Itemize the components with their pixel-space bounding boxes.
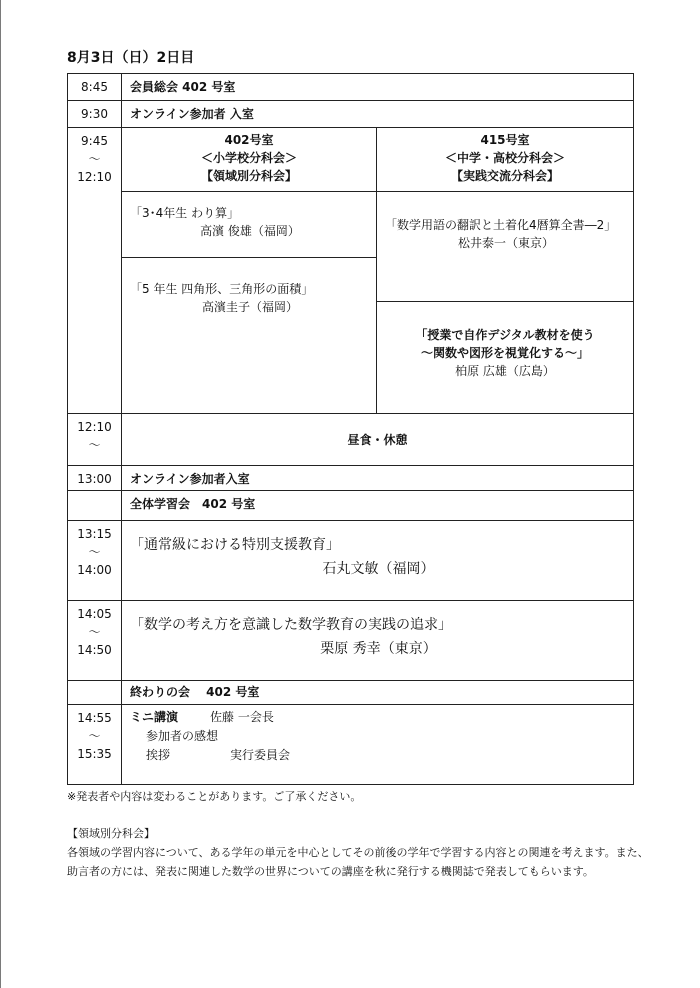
time-start: 9:45 xyxy=(81,134,108,148)
lecture-title: 「通常級における特別支援教育」 xyxy=(130,537,340,553)
talk-title: 「3･4年生 わり算」 xyxy=(130,206,240,220)
talk-title-cont: ～関数や図形を視覚化する～」 xyxy=(420,346,589,360)
type-label: 【領域別分科会】 xyxy=(200,169,297,183)
lunch-text: 昼食・休憩 xyxy=(122,414,634,466)
group-label: ＜小学校分科会＞ xyxy=(200,151,297,165)
empty-time-cell xyxy=(68,681,122,705)
time-start: 13:15 xyxy=(77,527,112,541)
tilde: ～ xyxy=(88,625,101,639)
tilde: ～ xyxy=(88,152,101,166)
room-label: 415号室 xyxy=(480,133,530,147)
page-left-edge xyxy=(0,0,1,988)
lecture-cell xyxy=(122,601,634,681)
lecture-title: 「数学の考え方を意識した数学教育の実践の追求」 xyxy=(130,617,452,633)
type-label: 【実践交流分科会】 xyxy=(450,169,559,183)
lecture-speaker: 栗原 秀幸（東京） xyxy=(320,641,437,657)
row-online-entry-2 xyxy=(68,466,634,491)
talk-title: 「授業で自作デジタル教材を使う xyxy=(415,328,595,342)
secondary-session-header xyxy=(377,128,634,192)
section-body: 各領域の学習内容について、ある学年の単元を中心としてその前後の学年で学習する内容との関連を考えます。また、助言者の方には、発表に関連した数学の世界についての講座を秋に発行する機関誌で発表してもらいます。 xyxy=(67,846,649,878)
talk-speaker: 松井泰一（東京） xyxy=(457,236,554,250)
elementary-session-header xyxy=(122,128,377,192)
mini-lecture-label: ミニ講演 xyxy=(130,710,179,724)
online-entry-text: オンライン参加者入室 xyxy=(122,466,634,491)
row-lunch xyxy=(68,414,634,466)
online-entry-text: オンライン参加者 入室 xyxy=(122,101,634,128)
time-start: 14:55 xyxy=(77,711,112,725)
talk-cell xyxy=(377,302,634,414)
talk-cell xyxy=(377,192,634,302)
talk-speaker: 高濱 俊雄（福岡） xyxy=(200,224,300,238)
impressions-line: 参加者の感想 xyxy=(146,729,219,743)
row-plenary-header xyxy=(68,491,634,521)
general-meeting-text: 会員総会 402 号室 xyxy=(122,74,634,101)
time-end: 14:00 xyxy=(77,563,112,577)
talk-speaker: 高濱圭子（福岡） xyxy=(201,300,298,314)
tilde: ～ xyxy=(88,545,101,559)
time-cell: 9:30 xyxy=(68,101,122,128)
session-time-cell xyxy=(68,128,122,414)
row-lecture-2 xyxy=(68,601,634,681)
row-sessions-header xyxy=(68,128,634,192)
room-label: 402号室 xyxy=(224,133,274,147)
row-closing-header xyxy=(68,681,634,705)
greeting-who: 実行委員会 xyxy=(230,748,291,762)
closing-header-text: 終わりの会 402 号室 xyxy=(122,681,634,705)
tilde: ～ xyxy=(88,729,101,743)
lecture-speaker: 石丸文敏（福岡） xyxy=(322,561,435,577)
row-talk-a xyxy=(68,192,634,258)
lecture-cell xyxy=(122,521,634,601)
lecture-time-cell xyxy=(68,601,122,681)
talk-cell xyxy=(122,192,377,258)
lecture-time-cell xyxy=(68,521,122,601)
time-start: 12:10 xyxy=(77,420,112,434)
row-lecture-1 xyxy=(68,521,634,601)
closing-time-cell xyxy=(68,705,122,785)
date-heading: 8月3日（日）2日目 xyxy=(67,50,195,66)
row-closing xyxy=(68,705,634,785)
lunch-time-cell xyxy=(68,414,122,466)
group-label: ＜中学・高校分科会＞ xyxy=(444,151,565,165)
time-end: 12:10 xyxy=(77,170,112,184)
disclaimer-note: ※発表者や内容は変わることがあります。ご了承ください。 xyxy=(67,790,362,803)
closing-cell xyxy=(122,705,634,785)
tilde: ～ xyxy=(88,438,101,452)
greeting-label: 挨拶 xyxy=(146,748,171,762)
plenary-header-text: 全体学習会 402 号室 xyxy=(122,491,634,521)
time-cell: 8:45 xyxy=(68,74,122,101)
time-end: 14:50 xyxy=(77,643,112,657)
talk-speaker: 柏原 広雄（広島） xyxy=(455,364,555,378)
empty-time-cell xyxy=(68,491,122,521)
time-end: 15:35 xyxy=(77,747,112,761)
section-title: 【領域別分科会】 xyxy=(67,827,155,840)
talk-cell xyxy=(122,258,377,414)
row-general-meeting xyxy=(68,74,634,101)
greeting-line xyxy=(130,746,627,765)
mini-lecture-speaker: 佐藤 一会長 xyxy=(210,710,274,724)
row-online-entry-1 xyxy=(68,101,634,128)
talk-title: 「数学用語の翻訳と土着化4暦算全書―2」 xyxy=(385,218,617,232)
time-start: 14:05 xyxy=(77,607,112,621)
time-cell: 13:00 xyxy=(68,466,122,491)
talk-title: 「5 年生 四角形、三角形の面積」 xyxy=(130,282,314,296)
mini-lecture-line xyxy=(130,708,627,727)
schedule-table xyxy=(67,73,634,785)
